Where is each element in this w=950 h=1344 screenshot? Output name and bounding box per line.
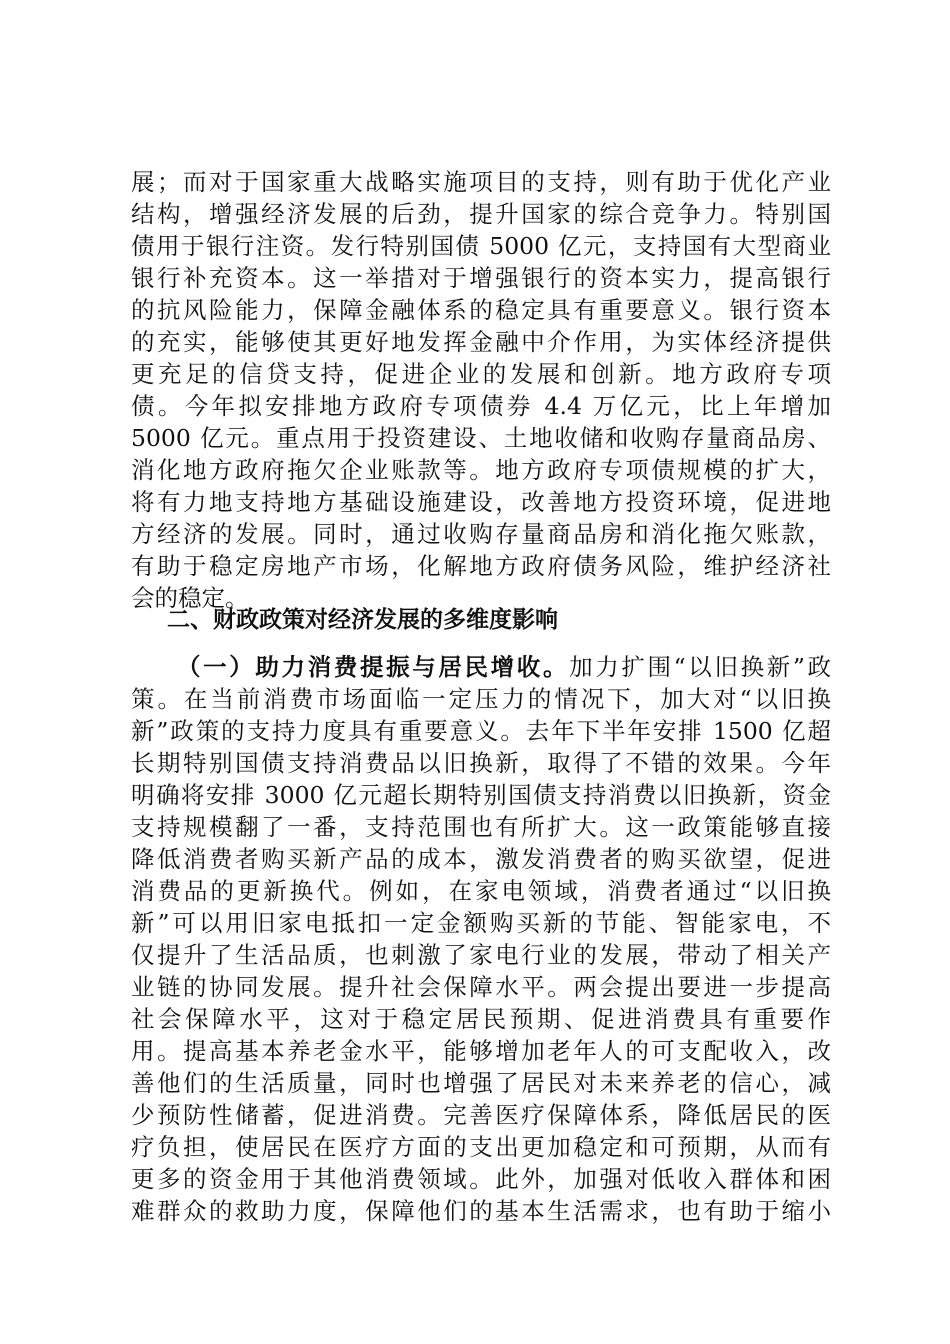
- text-line: 新”可以用旧家电抵扣一定金额购买新的节能、智能家电，不: [131, 909, 831, 937]
- body-paragraph-1: [131, 166, 831, 614]
- text-line: 策。在当前消费市场面临一定压力的情况下，加大对“以旧换: [131, 685, 831, 713]
- text-line: 疗负担，使居民在医疗方面的支出更加稳定和可预期，从而有: [131, 1133, 831, 1161]
- section-heading: 二、财政政策对经济发展的多维度影响: [167, 607, 558, 633]
- text-line: 将有力地支持地方基础设施建设，改善地方投资环境，促进地: [131, 488, 831, 516]
- text-line: 的充实，能够使其更好地发挥金融中介作用，为实体经济提供: [131, 328, 831, 356]
- text-line: 业链的协同发展。提升社会保障水平。两会提出要进一步提高: [131, 973, 831, 1001]
- text-line: 少预防性储蓄，促进消费。完善医疗保障体系，降低居民的医: [131, 1101, 831, 1129]
- text-line: 消化地方政府拖欠企业账款等。地方政府专项债规模的扩大，: [131, 456, 831, 484]
- text-line: 难群众的救助力度，保障他们的基本生活需求，也有助于缩小: [131, 1197, 831, 1225]
- text-line: 新”政策的支持力度具有重要意义。去年下半年安排 1500 亿超: [131, 717, 831, 745]
- text-line: 有助于稳定房地产市场，化解地方政府债务风险，维护经济社: [131, 552, 831, 580]
- subsection-heading: （一）助力消费提振与居民增收。: [177, 653, 570, 681]
- text-line: 债。今年拟安排地方政府专项债券 4.4 万亿元，比上年增加: [131, 392, 831, 420]
- text-line: 结构，增强经济发展的后劲，提升国家的综合竞争力。特别国: [131, 200, 831, 228]
- text-line: 明确将安排 3000 亿元超长期特别国债支持消费以旧换新，资金: [131, 781, 831, 809]
- text-line: 银行补充资本。这一举措对于增强银行的资本实力，提高银行: [131, 264, 831, 292]
- text-line: 长期特别国债支持消费品以旧换新，取得了不错的效果。今年: [131, 749, 831, 777]
- text-line: 展；而对于国家重大战略实施项目的支持，则有助于优化产业: [131, 168, 831, 196]
- text-line: 更多的资金用于其他消费领域。此外，加强对低收入群体和困: [131, 1165, 831, 1193]
- paragraph-first-line: [131, 651, 831, 683]
- text-line: 更充足的信贷支持，促进企业的发展和创新。地方政府专项: [131, 360, 831, 388]
- first-line-text: 加力扩围“以旧换新”政: [569, 653, 831, 681]
- text-line: 会的稳定。: [131, 584, 249, 612]
- text-line: 方经济的发展。同时，通过收购存量商品房和消化拖欠账款，: [131, 520, 831, 548]
- text-line: 消费品的更新换代。例如，在家电领域，消费者通过“以旧换: [131, 877, 831, 905]
- body-paragraph-2: [131, 651, 831, 1227]
- text-line: 降低消费者购买新产品的成本，激发消费者的购买欲望，促进: [131, 845, 831, 873]
- text-line: 善他们的生活质量，同时也增强了居民对未来养老的信心，减: [131, 1069, 831, 1097]
- text-line: 社会保障水平，这对于稳定居民预期、促进消费具有重要作: [131, 1005, 831, 1033]
- text-line: 用。提高基本养老金水平，能够增加老年人的可支配收入，改: [131, 1037, 831, 1065]
- text-line: 的抗风险能力，保障金融体系的稳定具有重要意义。银行资本: [131, 296, 831, 324]
- text-line: 支持规模翻了一番，支持范围也有所扩大。这一政策能够直接: [131, 813, 831, 841]
- text-line: 仅提升了生活品质，也刺激了家电行业的发展，带动了相关产: [131, 941, 831, 969]
- text-line: 5000 亿元。重点用于投资建设、土地收储和收购存量商品房、: [131, 424, 831, 452]
- text-line: 债用于银行注资。发行特别国债 5000 亿元，支持国有大型商业: [131, 232, 831, 260]
